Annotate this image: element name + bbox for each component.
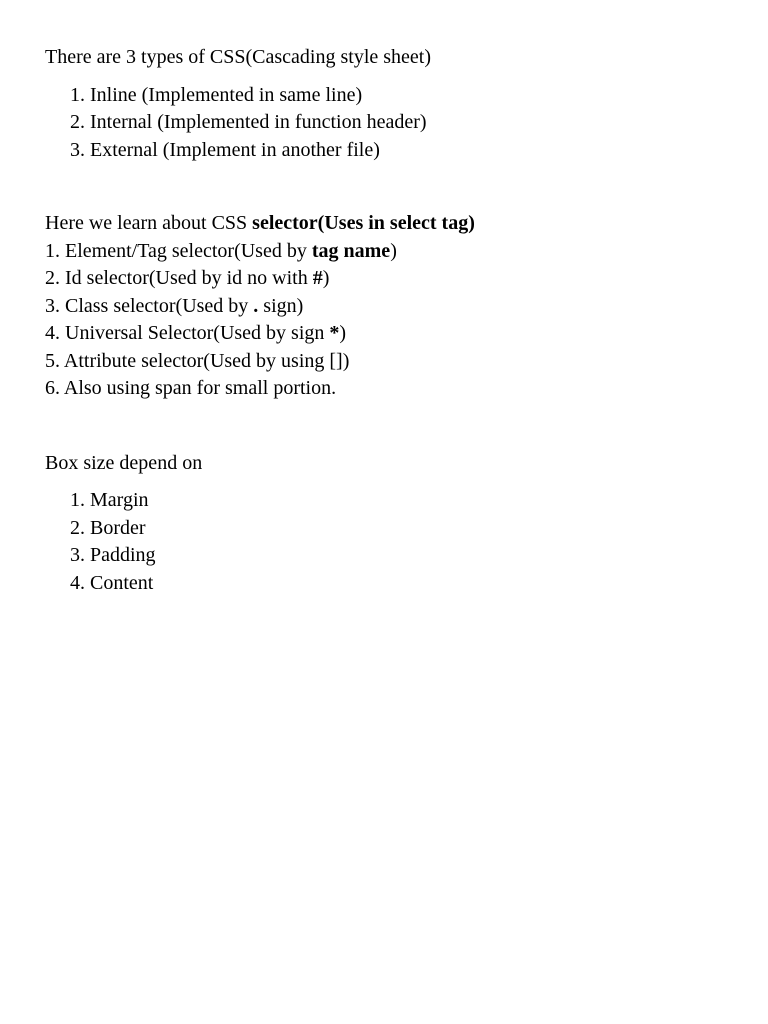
selector-line — [45, 265, 768, 293]
list-item: 3. Padding — [90, 542, 768, 570]
selector-line-text: 6. Also using span for small portion. — [45, 377, 337, 399]
selector-line-text: 3. Class selector(Used by — [45, 294, 254, 317]
selector-line-bold: . — [253, 294, 259, 317]
selector-intro-bold: selector(Uses in select tag) — [252, 212, 475, 234]
list-item: 1. Margin — [90, 487, 768, 515]
list-item: 1. Inline (Implemented in same line) — [90, 82, 768, 110]
selector-line — [45, 238, 768, 266]
selector-line-bold: tag name — [311, 239, 391, 262]
list-item: 4. Content — [90, 570, 768, 598]
box-size-section — [45, 450, 768, 598]
css-types-intro: There are 3 types of CSS(Cascading style sheet) — [45, 46, 432, 68]
selector-line-text: sign) — [258, 294, 304, 317]
selector-line-text: 4. Universal Selector(Used by sign — [45, 322, 330, 344]
selector-line — [45, 293, 768, 321]
selector-line-text: ) — [339, 322, 347, 344]
css-selector-section — [45, 210, 768, 403]
selector-line-bold: # — [312, 267, 323, 289]
box-size-list — [45, 487, 768, 597]
css-types-section — [45, 44, 768, 164]
selector-line-text: 1. Element/Tag selector(Used by — [45, 239, 312, 262]
selector-line — [45, 375, 768, 403]
selector-intro — [45, 210, 768, 238]
list-item: 3. External (Implement in another file) — [90, 137, 768, 165]
box-size-intro: Box size depend on — [45, 451, 203, 474]
css-types-list — [45, 82, 768, 165]
selector-line — [45, 348, 768, 376]
selector-line-text: ) — [390, 239, 397, 262]
selector-line-bold: * — [329, 322, 340, 344]
selector-intro-text: Here we learn about CSS — [45, 212, 253, 234]
list-item: 2. Internal (Implemented in function header) — [90, 109, 768, 137]
selector-line-text: ) — [322, 267, 330, 289]
selector-line-text: 5. Attribute selector(Used by using []) — [45, 349, 350, 372]
selector-line-text: 2. Id selector(Used by id no with — [45, 267, 313, 289]
list-item: 2. Border — [90, 515, 768, 543]
selector-line — [45, 320, 768, 348]
